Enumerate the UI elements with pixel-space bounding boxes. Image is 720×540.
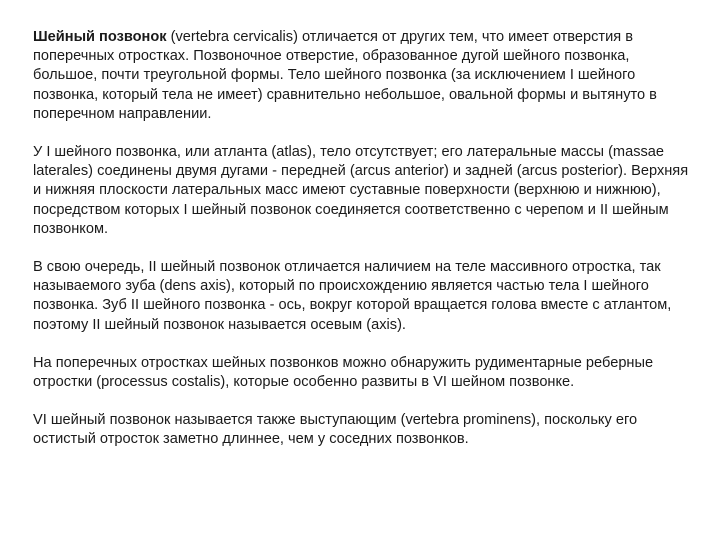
- paragraph-text: На поперечных отростках шейных позвонков можно обнаружить рудиментарные реберные отростки (processus costalis), которые особенно развиты в VI шейном позвонке.: [33, 354, 654, 391]
- paragraph-costal-processes: [33, 354, 693, 392]
- paragraph-axis: [33, 258, 693, 335]
- paragraph-lead-term: Шейный позвонок: [33, 29, 167, 45]
- paragraph-text: У I шейного позвонка, или атланта (atlas), тело отсутствует; его латеральные массы (massae laterales) соединены двумя дугами - передней (arcus anterior) и задней (arcus posterior). Верхняя и нижняя плоскости латеральных масс имеют суставные поверхности (верхнюю и нижнюю), посредством которых I шейный позвонок соединяется соответственно с черепом и II шейным позвонком.: [33, 144, 689, 237]
- paragraph-text: VI шейный позвонок называется также выступающим (vertebra prominens), поскольку его остистый отросток заметно длиннее, чем у соседних позвонков.: [33, 412, 638, 448]
- document-body: [33, 28, 693, 469]
- paragraph-vertebra-prominens: [33, 411, 693, 449]
- paragraph-atlas: [33, 143, 693, 239]
- paragraph-cervical-vertebra: [33, 28, 693, 124]
- paragraph-text: В свою очередь, II шейный позвонок отличается наличием на теле массивного отростка, так называемого зуба (dens axis), который по происхождению является частью тела I шейного позвонка. Зуб II шейного позвонка - ось, вокруг которой вращается голова вместе с атлантом, поэтому II шейный позвонок называется осевым (axis).: [33, 259, 672, 333]
- paragraph-text: (vertebra cervicalis) отличается от других тем, что имеет отверстия в поперечных отростках. Позвоночное отверстие, образованное дугой шейного позвонка, большое, почти треугольной формы. Тело шейного позвонка (за исключением I шейного позвонка, который тела не имеет) сравнительно небольшое, овальной формы и вытянуто в поперечном направлении.: [33, 29, 657, 122]
